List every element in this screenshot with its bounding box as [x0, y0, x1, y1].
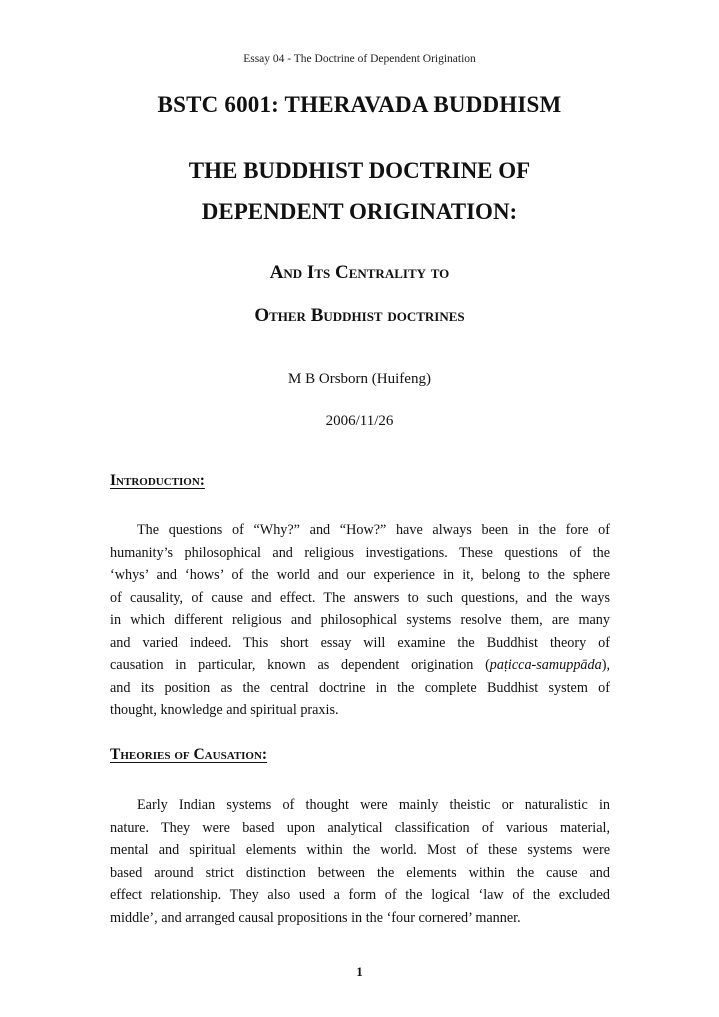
main-title-line-1: THE BUDDHIST DOCTRINE OF [188, 158, 531, 183]
paragraph-line: Early Indian systems of thought were mainly theistic or naturalistic in [137, 797, 610, 813]
paragraph-line: humanity’s philosophical and religious investigations. These questions of the [110, 544, 610, 561]
paragraph-line: effect relationship. They also used a form of the logical ‘law of the excluded [110, 887, 610, 903]
section-heading-theories-of-causation: Theories of Causation: [110, 746, 268, 763]
paragraph-line: The questions of “Why?” and “How?” have always been in the fore of [137, 522, 610, 538]
paragraph-line: ‘whys’ and ‘hows’ of the world and our experience in it, belong to the sphere [110, 567, 610, 583]
sub-title-line-1: And Its Centrality to [269, 262, 450, 283]
main-title-line-2: DEPENDENT ORIGINATION: [201, 199, 518, 224]
paragraph-line: middle’, and arranged causal propositions in the ‘four cornered’ manner. [110, 909, 521, 926]
page-number: 1 [356, 964, 363, 979]
document-date: 2006/11/26 [325, 413, 394, 429]
paragraph-line: thought, knowledge and spiritual praxis. [110, 702, 339, 718]
course-title: BSTC 6001: THERAVADA BUDDHISM [157, 92, 562, 117]
paragraph-line: of causality, of cause and effect. The answers to such questions, and the ways [110, 589, 610, 606]
running-header: Essay 04 - The Doctrine of Dependent Origination [243, 53, 476, 65]
term-suffix: ), [601, 657, 610, 673]
pali-term: paṭicca-samuppāda [489, 657, 602, 673]
paragraph-line: nature. They were based upon analytical classification of various material, [110, 819, 610, 836]
paragraph-line: mental and spiritual elements within the world. Most of these systems were [110, 842, 610, 858]
paragraph-line: and its position as the central doctrine in the complete Buddhist system of [110, 679, 610, 696]
sub-title-line-2: Other Buddhist doctrines [254, 305, 465, 326]
theories-paragraph [110, 794, 610, 929]
section-heading-introduction: Introduction: [110, 472, 205, 489]
paragraph-line-with-term [110, 654, 610, 677]
author-name: M B Orsborn (Huifeng) [288, 371, 431, 387]
paragraph-text: causation in particular, known as dependent origination ( [110, 657, 490, 673]
introduction-paragraph [110, 519, 610, 722]
paragraph-line: based around strict distinction between the elements within the cause and [110, 864, 610, 881]
paragraph-line: and varied indeed. This short essay will examine the Buddhist theory of [110, 634, 610, 651]
paragraph-line: in which different religious and philosophical systems resolve them, are many [110, 612, 610, 628]
